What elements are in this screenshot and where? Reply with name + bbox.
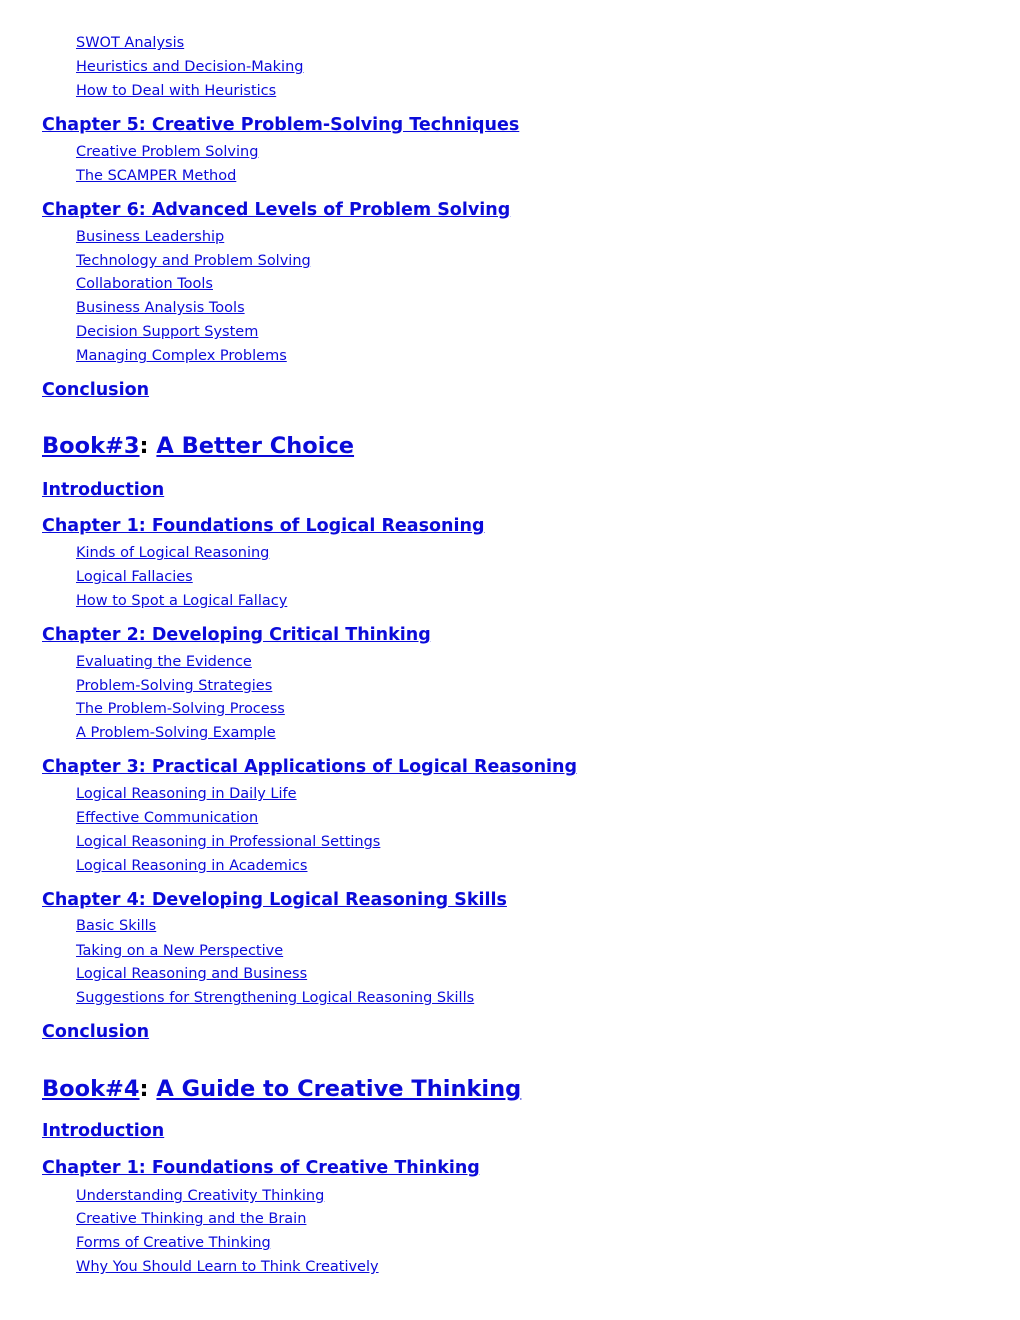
- toc-link-why-think-creatively[interactable]: Why You Should Learn to Think Creatively: [76, 1259, 379, 1275]
- toc-conclusion-link[interactable]: Conclusion: [42, 380, 150, 400]
- toc-link-business-analysis-tools[interactable]: Business Analysis Tools: [76, 300, 245, 316]
- toc-link-reasoning-business[interactable]: Logical Reasoning and Business: [76, 966, 308, 982]
- toc-link-evaluating-evidence[interactable]: Evaluating the Evidence: [76, 654, 252, 670]
- toc-link-business-leadership[interactable]: Business Leadership: [76, 229, 225, 245]
- toc-conclusion-link[interactable]: Conclusion: [42, 1022, 150, 1042]
- toc-link-managing-complex-problems[interactable]: Managing Complex Problems: [76, 348, 287, 364]
- toc-link-reasoning-daily-life[interactable]: Logical Reasoning in Daily Life: [76, 786, 297, 802]
- toc-link-scamper-method[interactable]: The SCAMPER Method: [76, 168, 237, 184]
- toc-link-basic-skills[interactable]: Basic Skills: [76, 918, 157, 934]
- toc-link-problem-solving-strategies[interactable]: Problem-Solving Strategies: [76, 678, 273, 694]
- toc-link-swot-analysis[interactable]: SWOT Analysis: [76, 35, 185, 51]
- toc-introduction-link[interactable]: Introduction: [42, 1121, 165, 1141]
- toc-link-strengthening-skills[interactable]: Suggestions for Strengthening Logical Reasoning Skills: [76, 990, 475, 1006]
- toc-link-effective-communication[interactable]: Effective Communication: [76, 810, 259, 826]
- toc-chapter-6-link[interactable]: Chapter 6: Advanced Levels of Problem Solving: [42, 200, 511, 220]
- toc-link-decision-support-system[interactable]: Decision Support System: [76, 324, 259, 340]
- toc-link-creative-problem-solving[interactable]: Creative Problem Solving: [76, 144, 259, 160]
- toc-link-forms-creative-thinking[interactable]: Forms of Creative Thinking: [76, 1235, 271, 1251]
- toc-link-creative-thinking-brain[interactable]: Creative Thinking and the Brain: [76, 1211, 307, 1227]
- toc-link-new-perspective[interactable]: Taking on a New Perspective: [76, 943, 284, 959]
- toc-link-technology-problem-solving[interactable]: Technology and Problem Solving: [76, 253, 311, 269]
- toc-link-understanding-creativity[interactable]: Understanding Creativity Thinking: [76, 1188, 325, 1204]
- toc-link-problem-solving-process[interactable]: The Problem-Solving Process: [76, 701, 285, 717]
- book-3-separator: :: [139, 433, 149, 459]
- book-3-label-link[interactable]: Book#3: [42, 433, 140, 459]
- book-3-heading: [42, 432, 354, 460]
- book-4-label-link[interactable]: Book#4: [42, 1076, 140, 1102]
- toc-link-logical-fallacies[interactable]: Logical Fallacies: [76, 569, 193, 585]
- toc-link-collaboration-tools[interactable]: Collaboration Tools: [76, 276, 213, 292]
- toc-chapter-1-link[interactable]: Chapter 1: Foundations of Creative Thinking: [42, 1158, 480, 1178]
- toc-introduction-link[interactable]: Introduction: [42, 480, 165, 500]
- toc-chapter-4-link[interactable]: Chapter 4: Developing Logical Reasoning Skills: [42, 890, 507, 910]
- toc-link-deal-with-heuristics[interactable]: How to Deal with Heuristics: [76, 83, 277, 99]
- book-3-title-link[interactable]: A Better Choice: [156, 433, 355, 459]
- book-4-title-link[interactable]: A Guide to Creative Thinking: [156, 1076, 522, 1102]
- toc-chapter-2-link[interactable]: Chapter 2: Developing Critical Thinking: [42, 625, 431, 645]
- toc-link-heuristics-decision-making[interactable]: Heuristics and Decision-Making: [76, 59, 304, 75]
- toc-link-kinds-logical-reasoning[interactable]: Kinds of Logical Reasoning: [76, 545, 270, 561]
- toc-link-spot-logical-fallacy[interactable]: How to Spot a Logical Fallacy: [76, 593, 288, 609]
- toc-chapter-5-link[interactable]: Chapter 5: Creative Problem-Solving Techniques: [42, 115, 520, 135]
- book-4-separator: :: [139, 1076, 149, 1102]
- toc-link-problem-solving-example[interactable]: A Problem-Solving Example: [76, 725, 276, 741]
- toc-chapter-1-link[interactable]: Chapter 1: Foundations of Logical Reasoning: [42, 516, 485, 536]
- toc-chapter-3-link[interactable]: Chapter 3: Practical Applications of Logical Reasoning: [42, 757, 578, 777]
- book-4-heading: [42, 1075, 521, 1103]
- toc-link-reasoning-academics[interactable]: Logical Reasoning in Academics: [76, 858, 308, 874]
- toc-link-reasoning-professional[interactable]: Logical Reasoning in Professional Settings: [76, 834, 381, 850]
